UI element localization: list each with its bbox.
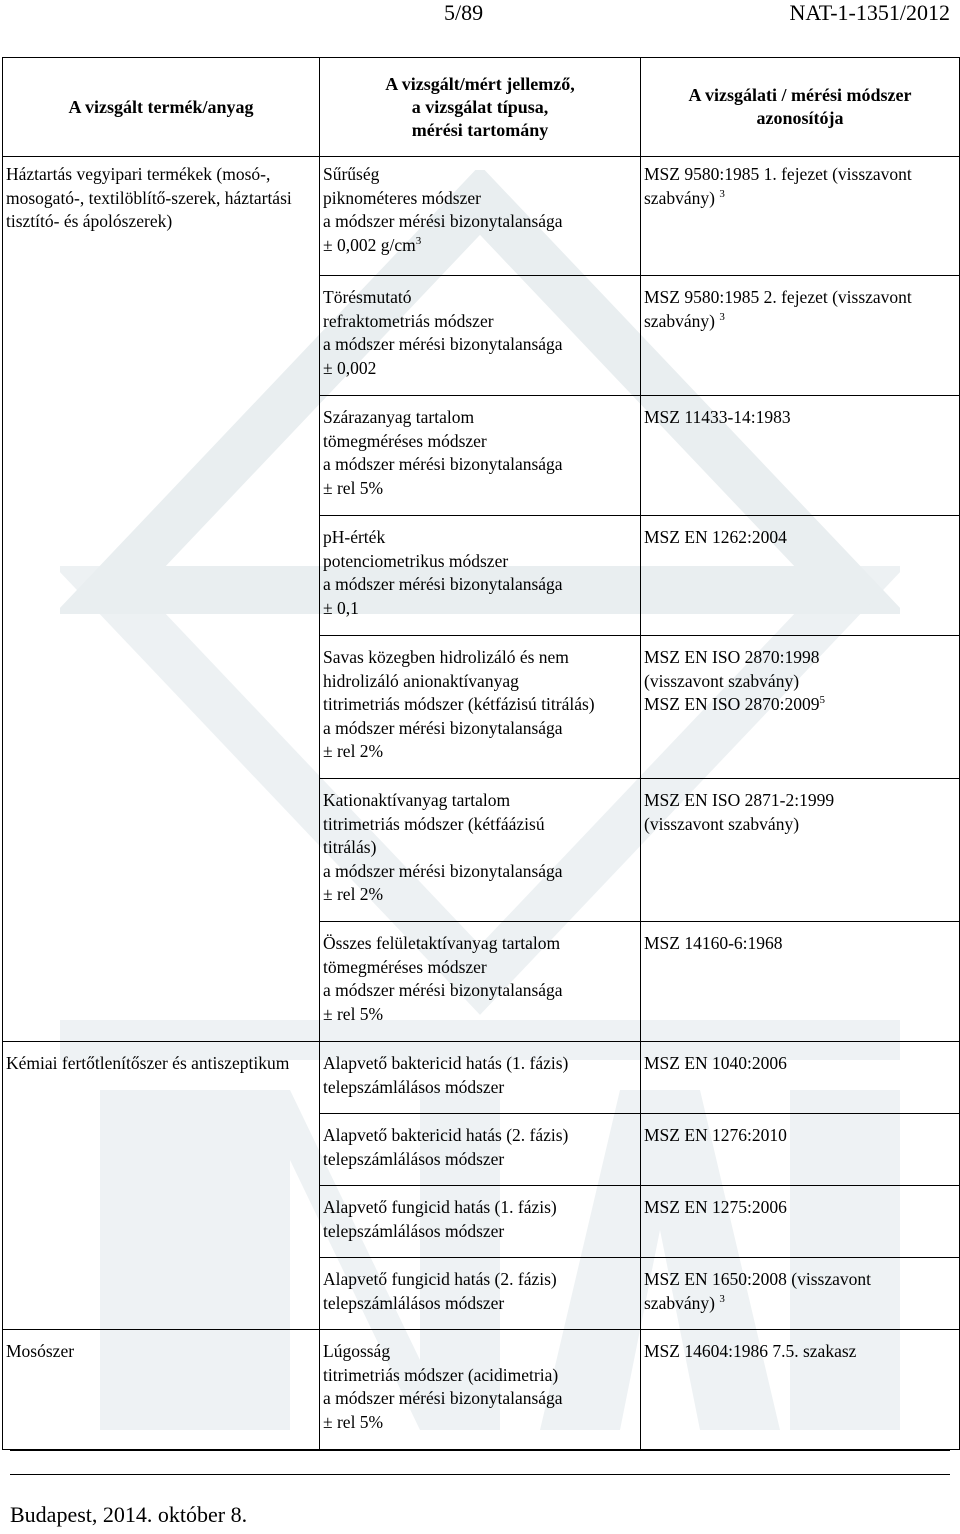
- method-cell: MSZ 9580:1985 2. fejezet (visszavont szabvány) $^3$: [641, 276, 960, 396]
- property-cell: Kationaktívanyag tartalom titrimetriás módszer (kétfáázisú titrálás) a módszer mérési bizonytalansága ± rel 2%: [320, 779, 641, 922]
- method-cell: MSZ EN 1262:2004: [641, 516, 960, 636]
- method-cell: MSZ EN 1275:2006: [641, 1186, 960, 1258]
- method-cell: MSZ 14160-6:1968: [641, 922, 960, 1042]
- property-cell: Szárazanyag tartalom tömegméréses módszer a módszer mérési bizonytalansága ± rel 5%: [320, 396, 641, 516]
- page-number: 5/89: [444, 0, 484, 25]
- table-header-row: [3, 58, 960, 157]
- column-header-method: A vizsgálati / mérési módszer azonosítója: [641, 58, 960, 157]
- property-cell: Alapvető fungicid hatás (1. fázis) telepszámlálásos módszer: [320, 1186, 641, 1258]
- method-cell: MSZ 14604:1986 7.5. szakasz: [641, 1330, 960, 1450]
- property-cell: pH-érték potenciometrikus módszer a módszer mérési bizonytalansága ± 0,1: [320, 516, 641, 636]
- method-cell: MSZ EN 1276:2010: [641, 1114, 960, 1186]
- method-cell: MSZ EN ISO 2871-2:1999 (visszavont szabvány): [641, 779, 960, 922]
- method-cell: MSZ 11433-14:1983: [641, 396, 960, 516]
- footer-date: Budapest, 2014. október 8.: [10, 1502, 248, 1527]
- product-cell: Kémiai fertőtlenítőszer és antiszeptikum: [3, 1042, 320, 1330]
- column-header-product: A vizsgált termék/anyag: [3, 58, 320, 157]
- property-cell: Alapvető baktericid hatás (1. fázis) telepszámlálásos módszer: [320, 1042, 641, 1114]
- table-row: [3, 157, 960, 276]
- document-id: NAT-1-1351/2012: [789, 0, 950, 25]
- column-header-property: A vizsgált/mért jellemző, a vizsgálat típusa, mérési tartomány: [320, 58, 641, 157]
- footer-rule-bottom: [10, 1474, 950, 1475]
- property-cell: Lúgosság titrimetriás módszer (acidimetria) a módszer mérési bizonytalansága ± rel 5%: [320, 1330, 641, 1450]
- property-cell: Összes felületaktívanyag tartalom tömegméréses módszer a módszer mérési bizonytalansága ± rel 5%: [320, 922, 641, 1042]
- footer-rule-top: [10, 1450, 950, 1451]
- method-cell: MSZ EN 1650:2008 (visszavont szabvány) $^3$: [641, 1258, 960, 1330]
- property-cell: Törésmutató refraktometriás módszer a módszer mérési bizonytalansága ± 0,002: [320, 276, 641, 396]
- product-cell: Mosószer: [3, 1330, 320, 1450]
- property-cell: Savas közegben hidrolizáló és nem hidrolizáló anionaktívanyag titrimetriás módszer (kétfázisú titrálás) a módszer mérési bizonytalansága ± rel 2%: [320, 636, 641, 779]
- method-cell: MSZ 9580:1985 1. fejezet (visszavont szabvány) $^3$: [641, 157, 960, 276]
- table-row: [3, 1042, 960, 1114]
- accreditation-table: [2, 57, 960, 1450]
- property-cell: Sűrűség piknométeres módszer a módszer mérési bizonytalansága ± 0,002 $g/cm^3$: [320, 157, 641, 276]
- method-cell: MSZ EN ISO 2870:1998 (visszavont szabvány) MSZ EN ISO 2870:2009$^5$: [641, 636, 960, 779]
- property-cell: Alapvető baktericid hatás (2. fázis) telepszámlálásos módszer: [320, 1114, 641, 1186]
- table-row: [3, 1330, 960, 1450]
- method-cell: MSZ EN 1040:2006: [641, 1042, 960, 1114]
- product-cell: Háztartás vegyipari termékek (mosó-, mosogató-, textilöblítő-szerek, háztartási tisztító- és ápolószerek): [3, 157, 320, 1042]
- property-cell: Alapvető fungicid hatás (2. fázis) telepszámlálásos módszer: [320, 1258, 641, 1330]
